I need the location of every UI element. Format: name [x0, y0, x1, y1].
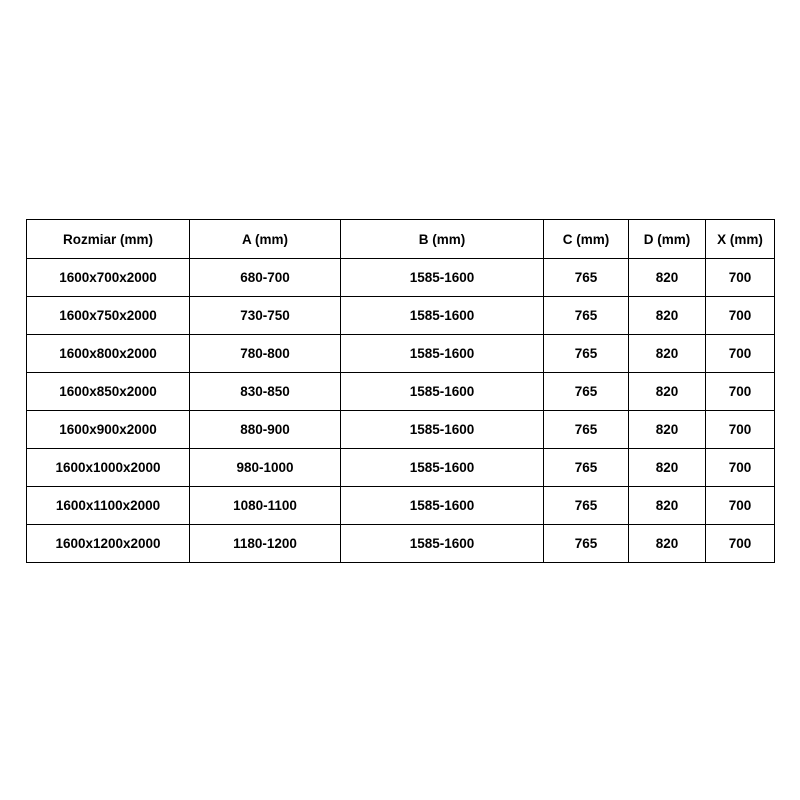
table-header-row	[27, 220, 775, 259]
table-row	[27, 411, 775, 449]
column-header-c: C (mm)	[544, 220, 629, 259]
cell-b: 1585-1600	[341, 259, 544, 297]
table-row	[27, 525, 775, 563]
cell-b: 1585-1600	[341, 449, 544, 487]
cell-c: 765	[544, 411, 629, 449]
cell-d: 820	[629, 411, 706, 449]
table-row	[27, 297, 775, 335]
cell-c: 765	[544, 487, 629, 525]
cell-a: 730-750	[190, 297, 341, 335]
cell-c: 765	[544, 259, 629, 297]
spec-table-container	[26, 219, 774, 563]
cell-d: 820	[629, 487, 706, 525]
cell-a: 1180-1200	[190, 525, 341, 563]
cell-a: 980-1000	[190, 449, 341, 487]
cell-x: 700	[706, 487, 775, 525]
cell-size: 1600x1000x2000	[27, 449, 190, 487]
cell-c: 765	[544, 335, 629, 373]
cell-b: 1585-1600	[341, 411, 544, 449]
column-header-x: X (mm)	[706, 220, 775, 259]
table-header	[27, 220, 775, 259]
cell-size: 1600x750x2000	[27, 297, 190, 335]
cell-size: 1600x850x2000	[27, 373, 190, 411]
column-header-d: D (mm)	[629, 220, 706, 259]
cell-size: 1600x700x2000	[27, 259, 190, 297]
column-header-size: Rozmiar (mm)	[27, 220, 190, 259]
cell-x: 700	[706, 373, 775, 411]
cell-x: 700	[706, 449, 775, 487]
cell-d: 820	[629, 449, 706, 487]
cell-d: 820	[629, 525, 706, 563]
cell-b: 1585-1600	[341, 297, 544, 335]
table-row	[27, 487, 775, 525]
cell-d: 820	[629, 259, 706, 297]
cell-x: 700	[706, 335, 775, 373]
cell-c: 765	[544, 525, 629, 563]
cell-x: 700	[706, 259, 775, 297]
cell-size: 1600x1200x2000	[27, 525, 190, 563]
cell-c: 765	[544, 449, 629, 487]
cell-d: 820	[629, 373, 706, 411]
cell-x: 700	[706, 411, 775, 449]
cell-d: 820	[629, 297, 706, 335]
cell-a: 780-800	[190, 335, 341, 373]
cell-size: 1600x1100x2000	[27, 487, 190, 525]
cell-a: 680-700	[190, 259, 341, 297]
cell-x: 700	[706, 297, 775, 335]
table-body	[27, 259, 775, 563]
column-header-b: B (mm)	[341, 220, 544, 259]
cell-a: 830-850	[190, 373, 341, 411]
cell-size: 1600x800x2000	[27, 335, 190, 373]
cell-b: 1585-1600	[341, 487, 544, 525]
table-row	[27, 259, 775, 297]
cell-x: 700	[706, 525, 775, 563]
cell-b: 1585-1600	[341, 335, 544, 373]
cell-c: 765	[544, 297, 629, 335]
column-header-a: A (mm)	[190, 220, 341, 259]
cell-b: 1585-1600	[341, 525, 544, 563]
cell-size: 1600x900x2000	[27, 411, 190, 449]
cell-b: 1585-1600	[341, 373, 544, 411]
table-row	[27, 373, 775, 411]
dimensions-table	[26, 219, 775, 563]
table-row	[27, 449, 775, 487]
cell-d: 820	[629, 335, 706, 373]
table-row	[27, 335, 775, 373]
cell-c: 765	[544, 373, 629, 411]
cell-a: 880-900	[190, 411, 341, 449]
cell-a: 1080-1100	[190, 487, 341, 525]
